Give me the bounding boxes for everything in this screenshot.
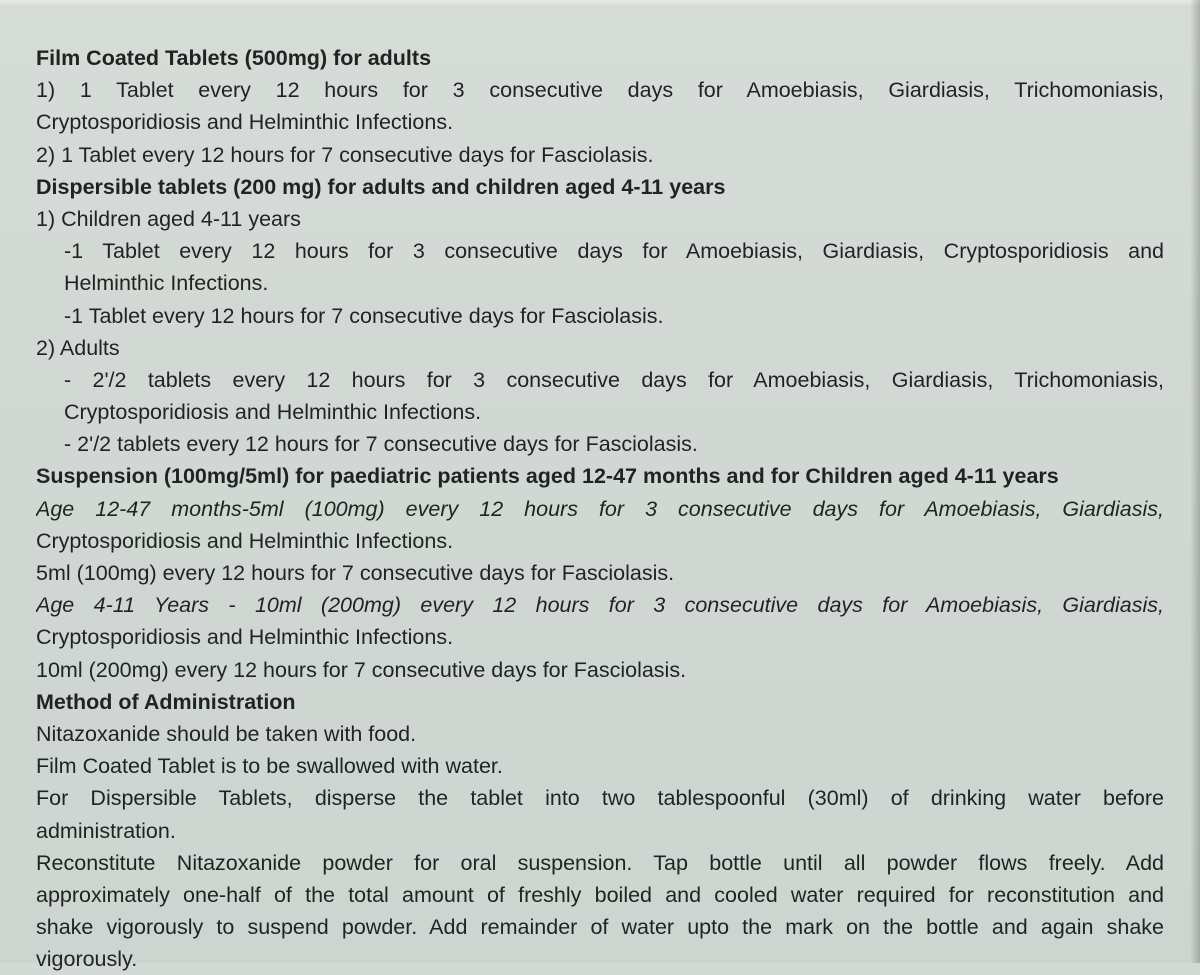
- text-line: -1 Tablet every 12 hours for 7 consecutive days for Fasciolasis.: [64, 303, 664, 328]
- text-line: approximately one-half of the total amount of freshly boiled and cooled water required for reconstitution and: [36, 882, 1164, 907]
- text-line: Reconstitute Nitazoxanide powder for oral suspension. Tap bottle until all powder flows freely. Add: [36, 850, 1164, 875]
- heading-suspension: Suspension (100mg/5ml) for paediatric patients aged 12-47 months and for Children aged 4-11 years: [36, 464, 1059, 489]
- text-line: 2) Adults: [36, 335, 120, 360]
- text-line: Cryptosporidiosis and Helminthic Infections.: [64, 400, 482, 425]
- text-line: Nitazoxanide should be taken with food.: [36, 721, 417, 746]
- heading-method-of-administration: Method of Administration: [36, 689, 296, 714]
- text-line: vigorously.: [36, 947, 138, 972]
- text-line: 1) 1 Tablet every 12 hours for 3 consecutive days for Amoebiasis, Giardiasis, Trichomoniasis,: [36, 78, 1164, 103]
- text-line: Cryptosporidiosis and Helminthic Infections.: [36, 110, 454, 135]
- text-line: Cryptosporidiosis and Helminthic Infections.: [36, 528, 454, 553]
- text-line: -1 Tablet every 12 hours for 3 consecutive days for Amoebiasis, Giardiasis, Cryptosporidiosis and: [64, 239, 1164, 264]
- text-line: 10ml (200mg) every 12 hours for 7 consecutive days for Fasciolasis.: [36, 657, 687, 682]
- heading-film-coated-tablets: Film Coated Tablets (500mg) for adults: [36, 46, 432, 70]
- text-line: 2) 1 Tablet every 12 hours for 7 consecutive days for Fasciolasis.: [36, 142, 654, 167]
- page-top-edge: [0, 0, 1200, 6]
- text-line: Cryptosporidiosis and Helminthic Infections.: [36, 625, 454, 650]
- text-line: 5ml (100mg) every 12 hours for 7 consecutive days for Fasciolasis.: [36, 561, 675, 585]
- text-line: Age 12-47 months-5ml (100mg) every 12 hours for 3 consecutive days for Amoebiasis, Giardiasis,: [36, 496, 1164, 521]
- text-line: - 2'/2 tablets every 12 hours for 3 consecutive days for Amoebiasis, Giardiasis, Trichomoniasis,: [64, 367, 1164, 392]
- text-line: - 2'/2 tablets every 12 hours for 7 consecutive days for Fasciolasis.: [64, 432, 698, 457]
- heading-dispersible-tablets: Dispersible tablets (200 mg) for adults and children aged 4-11 years: [36, 174, 726, 199]
- text-line: Helminthic Infections.: [64, 271, 269, 296]
- text-line: Age 4-11 Years - 10ml (200mg) every 12 hours for 3 consecutive days for Amoebiasis, Giardiasis,: [36, 593, 1164, 618]
- text-line: Film Coated Tablet is to be swallowed with water.: [36, 754, 503, 779]
- text-line: administration.: [36, 818, 176, 843]
- text-line: shake vigorously to suspend powder. Add remainder of water upto the mark on the bottle and again shake: [36, 915, 1164, 940]
- text-line: 1) Children aged 4-11 years: [36, 206, 301, 231]
- page-right-shadow: [1190, 0, 1200, 963]
- text-line: For Dispersible Tablets, disperse the tablet into two tablespoonful (30ml) of drinking water before: [36, 786, 1164, 811]
